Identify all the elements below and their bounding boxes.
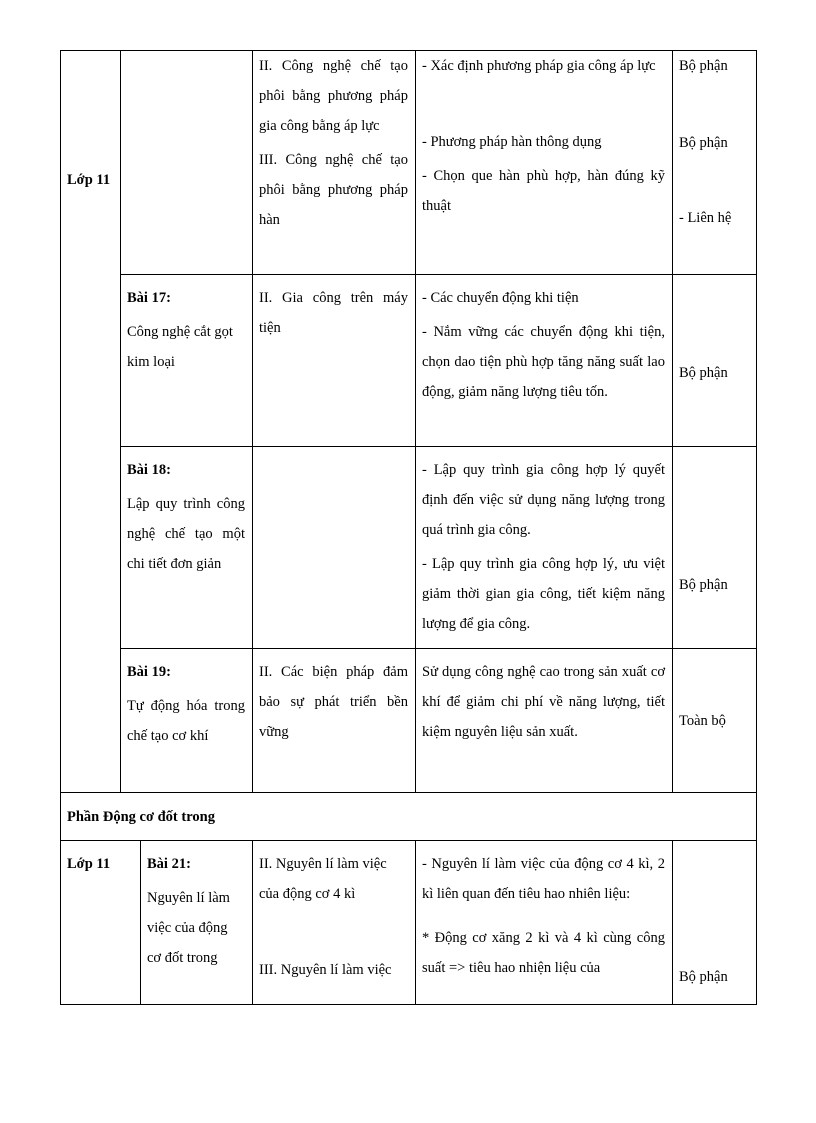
lesson-number: Bài 19: (127, 664, 171, 680)
content-text: - Lập quy trình gia công hợp lý, ưu việt giảm thời gian gia công, tiết kiệm năng lượng để gia công. (422, 556, 665, 632)
lesson-number: Bài 17: (127, 290, 171, 306)
level-text: Toàn bộ (679, 713, 726, 729)
lesson-title: Tự động hóa trong chế tạo cơ khí (127, 698, 245, 744)
content-text: - Nguyên lí làm việc của động cơ 4 kì, 2 kì liên quan đến tiêu hao nhiên liệu: (422, 856, 665, 902)
level-text: Bộ phận (679, 365, 728, 381)
lesson-cell (120, 653, 252, 755)
part-header: Phần Động cơ đốt trong (67, 809, 215, 825)
lesson-cell (120, 279, 252, 381)
grade-label: Lớp 11 (67, 172, 111, 188)
section-text: II. Các biện pháp đảm bảo sự phát triển bền vững (259, 664, 408, 740)
row-divider (120, 648, 757, 649)
grade-cell (60, 161, 120, 199)
section-text: III. Nguyên lí làm việc (259, 962, 392, 978)
content-text: - Xác định phương pháp gia công áp lực (422, 58, 656, 74)
content-text: - Phương pháp hàn thông dụng (422, 134, 602, 150)
section-text: III. Công nghệ chế tạo phôi bằng phương pháp hàn (259, 152, 408, 228)
lesson-title: Lập quy trình công nghệ chế tạo một chi tiết đơn giản (127, 496, 245, 572)
table-border-bottom (60, 1004, 757, 1005)
content-text: - Chọn que hàn phù hợp, hàn đúng kỹ thuật (422, 168, 665, 214)
section-text: II. Công nghệ chế tạo phôi bằng phương pháp gia công bằng áp lực (259, 58, 408, 134)
level-text: Bộ phận (679, 969, 728, 985)
content-cell (415, 47, 672, 225)
section-cell (252, 47, 415, 239)
level-text: Bộ phận (679, 577, 728, 593)
row-divider (60, 840, 757, 841)
row-divider (120, 446, 757, 447)
lesson-number: Bài 21: (147, 856, 191, 872)
section-cell (252, 845, 415, 989)
content-text: - Lập quy trình gia công hợp lý quyết định đến việc sử dụng năng lượng trong quá trình gia công. (422, 462, 665, 538)
content-cell (415, 451, 672, 643)
grade-label: Lớp 11 (67, 856, 111, 872)
content-text: Sử dụng công nghệ cao trong sản xuất cơ khí để giảm chi phí về năng lượng, tiết kiệm nguyên liệu sản xuất. (422, 664, 665, 740)
lesson-title: Công nghệ cắt gọt kim loại (127, 324, 233, 370)
level-text: Bộ phận (679, 135, 728, 151)
section-text: II. Nguyên lí làm việc của động cơ 4 kì (259, 856, 387, 902)
lesson-cell (140, 845, 252, 977)
content-text: - Nắm vững các chuyển động khi tiện, chọn dao tiện phù hợp tăng năng suất lao động, giảm năng lượng tiêu tốn. (422, 324, 665, 400)
level-text: - Liên hệ (679, 210, 732, 226)
content-text: - Các chuyển động khi tiện (422, 290, 579, 306)
content-text: * Động cơ xăng 2 kì và 4 kì cùng công suất => tiêu hao nhiện liệu của (422, 930, 665, 976)
lesson-title: Nguyên lí làm việc của động cơ đốt trong (147, 890, 230, 966)
lesson-number: Bài 18: (127, 462, 171, 478)
level-text: Bộ phận (679, 58, 728, 74)
row-divider (120, 274, 757, 275)
row-divider (60, 792, 757, 793)
lesson-cell (120, 451, 252, 583)
section-text: II. Gia công trên máy tiện (259, 290, 408, 336)
table-border-right (756, 50, 757, 1005)
content-cell (415, 279, 672, 411)
content-cell (415, 845, 672, 987)
